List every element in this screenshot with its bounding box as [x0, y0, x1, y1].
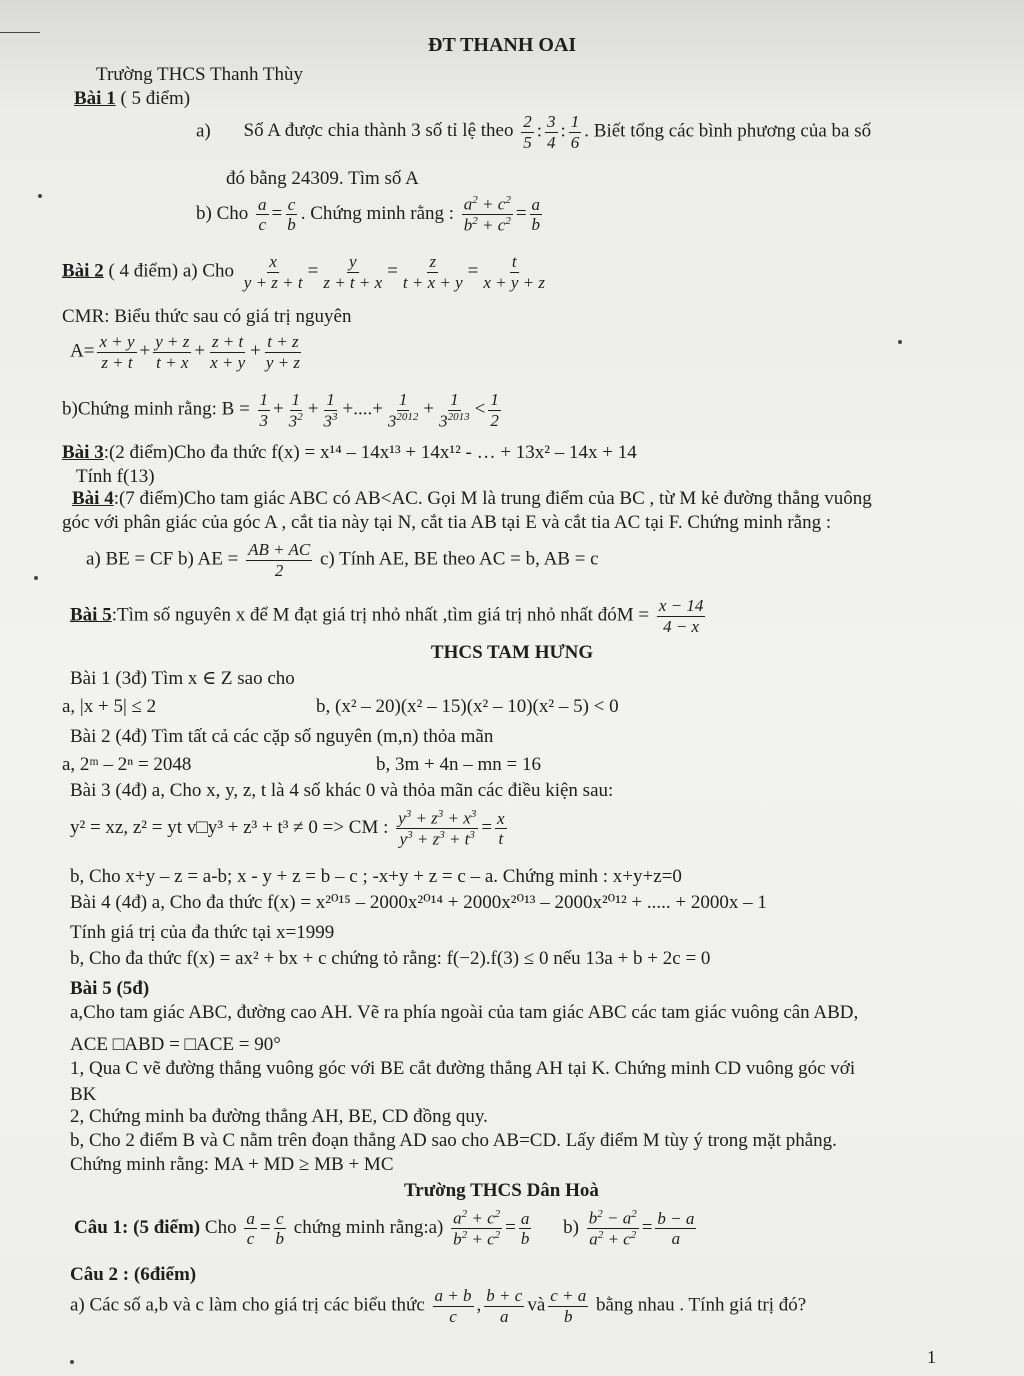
th-bai5b: b, Cho 2 điểm B và C nằm trên đoạn thẳng AD sao cho AB=CD. Lấy điểm M tùy ý trong mặt phẳng. [70, 1130, 837, 1151]
th-bai3-cond-text: y² = xz, z² = yt v□y³ + z³ + t³ ≠ 0 => CM : [70, 817, 389, 839]
bai2b: b)Chứng minh rằng: B = $\frac{1}{3}$ + $\frac{1}{3^2}$ + $\frac{1}{3^3}$ +....+ $\frac{1}{3^{2012}}$ + $\frac{1}{3^{2013}}$ < $\frac{1}{2}$ [62, 390, 499, 431]
bai4-c: c) Tính AE, BE theo AC = b, AB = c [319, 548, 599, 570]
bai1b: b) Cho $\frac{a}{c}$ = $\frac{c}{b}$ . Chứng minh rằng : $\frac{a^2 + c^2}{b^2 + c^2}$ = $\frac{a}{b}$ [196, 194, 541, 235]
bai4-title: Bài 4 [72, 488, 114, 509]
bai1b-text: b) Cho [196, 203, 249, 225]
bai5: Bài 5:Tìm số nguyên x để M đạt giá trị nhỏ nhất ,tìm giá trị nhỏ nhất đóM = $\frac{x - 14}{4 - x}$ [70, 596, 704, 636]
th-bai5-1b: BK [70, 1084, 97, 1105]
th-bai5: Bài 5 (5đ) [70, 978, 150, 999]
district-title: ĐT THANH OAI [428, 34, 577, 56]
dh-cau2a-text: a) Các số a,b và c làm cho giá trị các biểu thức [70, 1294, 425, 1316]
bai1b-mid: . Chứng minh rằng : [300, 203, 455, 225]
speck [898, 340, 902, 344]
bai1a-label: a) [196, 120, 211, 142]
th-bai1b: b, (x² – 20)(x² – 15)(x² – 10)(x² – 5) < 0 [316, 696, 619, 717]
th-bai5-1: 1, Qua C vẽ đường thẳng vuông góc với BE cắt đường thẳng AH tại K. Chứng minh CD vuông góc với [70, 1058, 856, 1079]
bai2-points: ( 4 điểm) a) Cho [108, 260, 235, 282]
th-bai3-cond: y² = xz, z² = yt v□y³ + z³ + t³ ≠ 0 => CM : $\frac{y^3 + z^3 + x^3}{y^3 + z^3 + t^3}$ = $\frac{x}{t}$ [70, 808, 505, 849]
bai2a: Bài 2 ( 4 điểm) a) Cho $\frac{x}{y + z + t}$ = $\frac{y}{z + t + x}$ = $\frac{z}{t + x + y}$ = $\frac{t}{x + y + z}$ [62, 252, 546, 292]
bai2-cmr: CMR: Biểu thức sau có giá trị nguyên [62, 306, 352, 327]
bai3-text: :(2 điểm)Cho đa thức f(x) = x¹⁴ – 14x¹³ + 14x¹² - … + 13x² – 14x + 14 [103, 442, 637, 463]
dh-cau1-b: b) [563, 1217, 579, 1239]
dh-cau1-cho: Cho [204, 1217, 237, 1239]
dh-cau2a-tail: bằng nhau . Tính giá trị đó? [596, 1294, 807, 1316]
bai4-a: a) BE = CF b) AE = [86, 548, 239, 570]
bai1-points-text: ( 5 điểm) [120, 88, 191, 109]
dh-cau1: Câu 1: (5 điểm) Cho $\frac{a}{c}$ = $\frac{c}{b}$ chứng minh rằng:a) $\frac{a^2 + c^2}{b^2 + c^2}$ = $\frac{a}{b}$ b) $\frac{b^2 - a^2}{a^2 + c^2}$ = $\frac{b - a}{a}$ [74, 1208, 695, 1249]
th-bai5a: a,Cho tam giác ABC, đường cao AH. Vẽ ra phía ngoài của tam giác ABC các tam giác vuông cân ABD, [70, 1002, 859, 1023]
th-bai1: Bài 1 (3đ) Tìm x ∈ Z sao cho [70, 668, 295, 689]
tam-hung-title: THCS TAM HƯNG [430, 642, 594, 663]
th-bai2a: a, 2ᵐ – 2ⁿ = 2048 [62, 754, 192, 775]
school-title: Trường THCS Thanh Thùy [96, 64, 304, 85]
th-bai1a: a, |x + 5| ≤ 2 [62, 696, 157, 717]
th-bai5a2: ACE □ABD = □ACE = 90° [70, 1034, 281, 1055]
bai2-A-label: A= [70, 340, 95, 362]
page-number: 1 [927, 1347, 936, 1367]
bai4 [72, 488, 872, 510]
bai2b-text: b)Chứng minh rằng: B = [62, 398, 250, 420]
speck [38, 194, 42, 198]
th-bai4: Bài 4 (4đ) a, Cho đa thức f(x) = x²⁰¹⁵ – 2000x²⁰¹⁴ + 2000x²⁰¹³ – 2000x²⁰¹² + ..... + 2000x – 1 [70, 892, 767, 913]
bai2-A: A= $\frac{x + y}{z + t}$ + $\frac{y + z}{t + x}$ + $\frac{z + t}{x + y}$ + $\frac{t + z}{y + z}$ [70, 332, 300, 372]
bai1a: a) Số A được chia thành 3 số tỉ lệ theo $\frac{2}{5}$ : $\frac{3}{4}$ : $\frac{1}{6}$ . Biết tổng các bình phương của ba số [196, 112, 872, 152]
bai3 [62, 442, 637, 464]
th-bai5b2: Chứng minh rằng: MA + MD ≥ MB + MC [70, 1154, 394, 1175]
dh-cau2: Câu 2 : (6điểm) [70, 1264, 197, 1285]
bai2-title: Bài 2 [62, 260, 104, 282]
bai3-title: Bài 3 [62, 442, 104, 463]
bai4-text: :(7 điểm)Cho tam giác ABC có AB<AC. Gọi M là trung điểm của BC , từ M kẻ đường thẳng vuông [113, 488, 872, 509]
dh-cau2a-va: và [527, 1294, 546, 1316]
dh-cau1-cm: chứng minh rằng:a) [293, 1217, 444, 1239]
bai1a-line2: đó bằng 24309. Tìm số A [226, 168, 419, 189]
bai5-text: :Tìm số nguyên x để M đạt giá trị nhỏ nhất ,tìm giá trị nhỏ nhất đóM = [111, 604, 650, 626]
bai1-heading [74, 88, 190, 110]
speck [34, 576, 38, 580]
edge-line [0, 32, 40, 33]
bai3-line2: Tính f(13) [76, 466, 155, 487]
th-bai3: Bài 3 (4đ) a, Cho x, y, z, t là 4 số khác 0 và thỏa mãn các điều kiện sau: [70, 780, 614, 801]
bai1a-text: Số A được chia thành 3 số tỉ lệ theo [243, 120, 514, 142]
th-bai2: Bài 2 (4đ) Tìm tất cả các cặp số nguyên (m,n) thỏa mãn [70, 726, 494, 747]
bai1-title: Bài 1 [74, 88, 116, 109]
bai4-line2: góc với phân giác của góc A , cắt tia này tại N, cắt tia AB tại E và cắt tia AC tại F. Chứng minh rằng : [62, 512, 832, 533]
dan-hoa-title: Trường THCS Dân Hoà [404, 1180, 599, 1201]
th-bai3b: b, Cho x+y – z = a-b; x - y + z = b – c ; -x+y + z = c – a. Chứng minh : x+y+z=0 [70, 866, 682, 887]
bai5-title: Bài 5 [70, 604, 112, 626]
th-bai2b: b, 3m + 4n – mn = 16 [376, 754, 541, 775]
dh-cau2a: a) Các số a,b và c làm cho giá trị các biểu thức $\frac{a + b}{c}$ , $\frac{b + c}{a}$ và $\frac{c + a}{b}$ bằng nhau . Tính giá trị đó? [70, 1286, 807, 1326]
th-bai5-2: 2, Chứng minh ba đường thẳng AH, BE, CD đồng quy. [70, 1106, 488, 1127]
bai1a-tail: . Biết tổng các bình phương của ba số [584, 120, 872, 142]
th-bai4b: b, Cho đa thức f(x) = ax² + bx + c chứng tỏ rằng: f(−2).f(3) ≤ 0 nếu 13a + b + 2c = 0 [70, 948, 711, 969]
speck [70, 1360, 74, 1364]
bai4-parts: a) BE = CF b) AE = $\frac{AB + AC}{2}$ c) Tính AE, BE theo AC = b, AB = c [86, 540, 599, 580]
th-bai4a2: Tính giá trị của đa thức tại x=1999 [70, 922, 335, 943]
dh-cau1-title: Câu 1: (5 điểm) [74, 1217, 201, 1239]
